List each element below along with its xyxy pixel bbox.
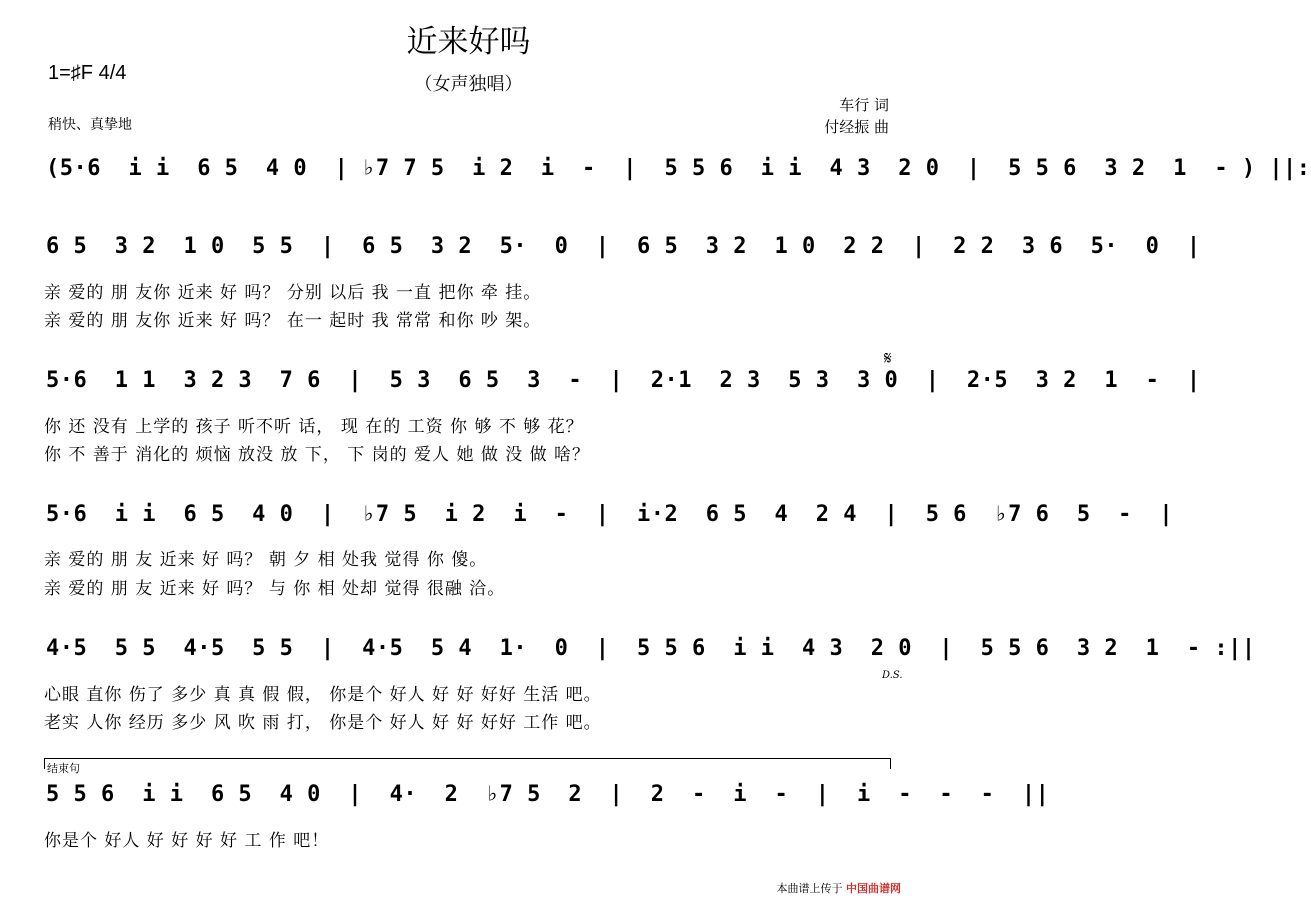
notes-line: 5·6 i i 6 5 4 0 | ♭7 5 i 2 i - | i·2 6 5 4 2 4 | 5 6 ♭7 6 5 - |: [46, 502, 1174, 527]
ds-marking: D.S.: [882, 670, 903, 681]
lyric-line: 你 不 善于 消化的 烦恼 放没 放 下， 下 岗的 爱人 她 做 没 做 啥？: [44, 445, 591, 465]
lyric-line: 你 还 没有 上学的 孩子 听不听 话， 现 在的 工资 你 够 不 够 花？: [44, 417, 584, 437]
footer-credit: [777, 880, 902, 896]
lyric-line: 你是个 好人 好 好 好 好 工 作 吧！: [44, 831, 330, 851]
site-logo[interactable]: 中国曲谱网: [846, 882, 901, 895]
key-signature: 1=♯F 4/4: [48, 62, 127, 84]
score-row-ending: [40, 776, 1050, 816]
notes-line: 6 5 3 2 1 0 5 5 | 6 5 3 2 5· 0 | 6 5 3 2 1 0 2 2 | 2 2 3 6 5· 0 |: [46, 234, 1201, 259]
notes-line: 4·5 5 5 4·5 5 5 | 4·5 5 4 1· 0 | 5 5 6 i i 4 3 2 0 | 5 5 6 3 2 1 - :||: [46, 636, 1256, 661]
score-row-intro: [40, 150, 1311, 190]
score-row-2: [40, 228, 1201, 268]
score-row-3: [40, 362, 1201, 402]
page-title: 近来好吗: [406, 24, 531, 60]
lyric-line: 亲 爱的 朋 友 近来 好 吗？ 朝 夕 相 处我 觉得 你 傻。: [44, 550, 488, 570]
segno-sign: 𝄋: [884, 348, 892, 369]
notes-line: 5 5 6 i i 6 5 4 0 | 4· 2 ♭7 5 2 | 2 - i - | i - - - ||: [46, 782, 1050, 807]
subtitle: （女声独唱）: [414, 74, 523, 95]
ending-bracket: [44, 758, 891, 769]
lyric-line: 亲 爱的 朋 友你 近来 好 吗？ 分别 以后 我 一直 把你 牵 挂。: [44, 283, 542, 303]
lyric-line: 心眼 直你 伤了 多少 真 真 假 假， 你是个 好人 好 好 好好 生活 吧。: [44, 685, 602, 705]
notes-line: (5·6 i i 6 5 4 0 | ♭7 7 5 i 2 i - | 5 5 6 i i 4 3 2 0 | 5 5 6 3 2 1 - ) ||:: [46, 156, 1311, 181]
score-row-5: [40, 630, 1256, 670]
composer-credit: 付经振 曲: [824, 118, 889, 136]
score-row-4: [40, 496, 1174, 536]
lyric-line: 老实 人你 经历 多少 风 吹 雨 打， 你是个 好人 好 好 好好 工作 吧。: [44, 713, 602, 733]
footer-text: 本曲谱上传于: [776, 882, 843, 895]
lyric-line: 亲 爱的 朋 友你 近来 好 吗？ 在一 起时 我 常常 和你 吵 架。: [44, 311, 542, 331]
ending-label: 结束句: [47, 762, 80, 775]
lyricist-credit: 车行 词: [839, 96, 889, 114]
lyric-line: 亲 爱的 朋 友 近来 好 吗？ 与 你 相 处却 觉得 很融 洽。: [44, 579, 506, 599]
notes-line: 5·6 1 1 3 2 3 7 6 | 5 3 6 5 3 - | 2·1 2 3 5 3 3 0 | 2·5 3 2 1 - |: [46, 368, 1201, 393]
tempo-marking: 稍快、真挚地: [48, 117, 132, 133]
